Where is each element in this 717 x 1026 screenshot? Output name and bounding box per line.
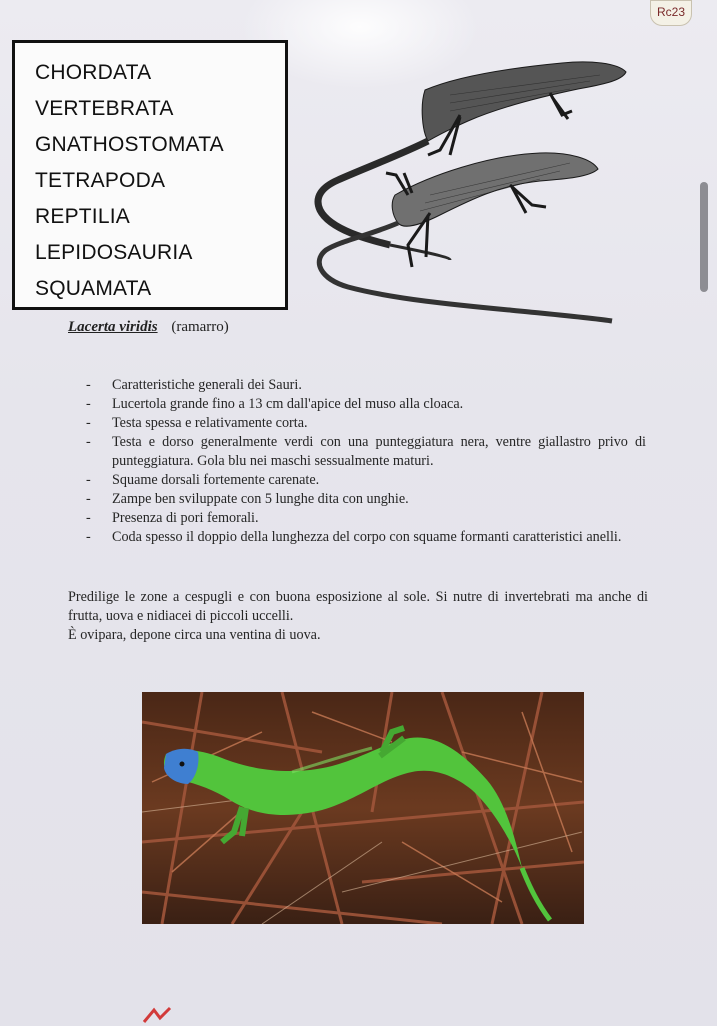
taxon-superclass: TETRAPODA [35, 169, 166, 192]
habitat-text: Predilige le zone a cespugli e con buona esposizione al sole. Si nutre di invertebrati ma anche di frutta, uova e nidiacei di piccoli uccelli. [68, 589, 648, 624]
trait-text: Testa spessa e relativamente corta. [112, 415, 308, 431]
bullet-dash: - [86, 377, 91, 393]
taxon-order: SQUAMATA [35, 277, 152, 300]
green-lizard-photo [142, 692, 584, 924]
trait-item [86, 395, 646, 414]
scientific-name: Lacerta viridis [68, 319, 158, 335]
taxon-class: REPTILIA [35, 205, 130, 228]
corner-code-tag: Rc23 [650, 0, 692, 26]
trait-item [86, 490, 646, 509]
scrollbar[interactable] [700, 182, 708, 292]
bullet-dash: - [86, 434, 91, 450]
trait-text: Presenza di pori femorali. [112, 510, 259, 526]
bullet-dash: - [86, 472, 91, 488]
trait-text: Lucertola grande fino a 13 cm dall'apice del muso alla cloaca. [112, 396, 464, 412]
reproduction-text: È ovipara, depone circa una ventina di uova. [68, 627, 321, 643]
lizard-engraving-illustration [300, 45, 635, 330]
taxon-subclass: LEPIDOSAURIA [35, 241, 193, 264]
red-ink-mark [140, 1002, 200, 1026]
trait-text: Caratteristiche generali dei Sauri. [112, 377, 302, 393]
trait-text: Coda spesso il doppio della lunghezza del corpo con squame formanti caratteristici anelli. [112, 529, 622, 545]
trait-text: Squame dorsali fortemente carenate. [112, 472, 320, 488]
taxon-infraphylum: GNATHOSTOMATA [35, 133, 224, 156]
traits-list [86, 376, 646, 547]
trait-item [86, 528, 646, 547]
bullet-dash: - [86, 415, 91, 431]
trait-text: Testa e dorso generalmente verdi con una punteggiatura nera, ventre giallastro privo di punteggiatura. Gola blu nei maschi sessualmente maturi. [112, 434, 646, 469]
trait-item [86, 509, 646, 528]
trait-item [86, 471, 646, 490]
taxon-phylum: CHORDATA [35, 61, 152, 84]
trait-item [86, 414, 646, 433]
bullet-dash: - [86, 529, 91, 545]
taxonomy-box [12, 40, 288, 310]
taxon-subphylum: VERTEBRATA [35, 97, 174, 120]
trait-item [86, 433, 646, 471]
trait-text: Zampe ben sviluppate con 5 lunghe dita con unghie. [112, 491, 409, 507]
species-heading [68, 319, 229, 336]
bullet-dash: - [86, 510, 91, 526]
bullet-dash: - [86, 396, 91, 412]
trait-item [86, 376, 646, 395]
bullet-dash: - [86, 491, 91, 507]
habitat-paragraph [68, 588, 648, 645]
common-name: (ramarro) [171, 319, 229, 335]
